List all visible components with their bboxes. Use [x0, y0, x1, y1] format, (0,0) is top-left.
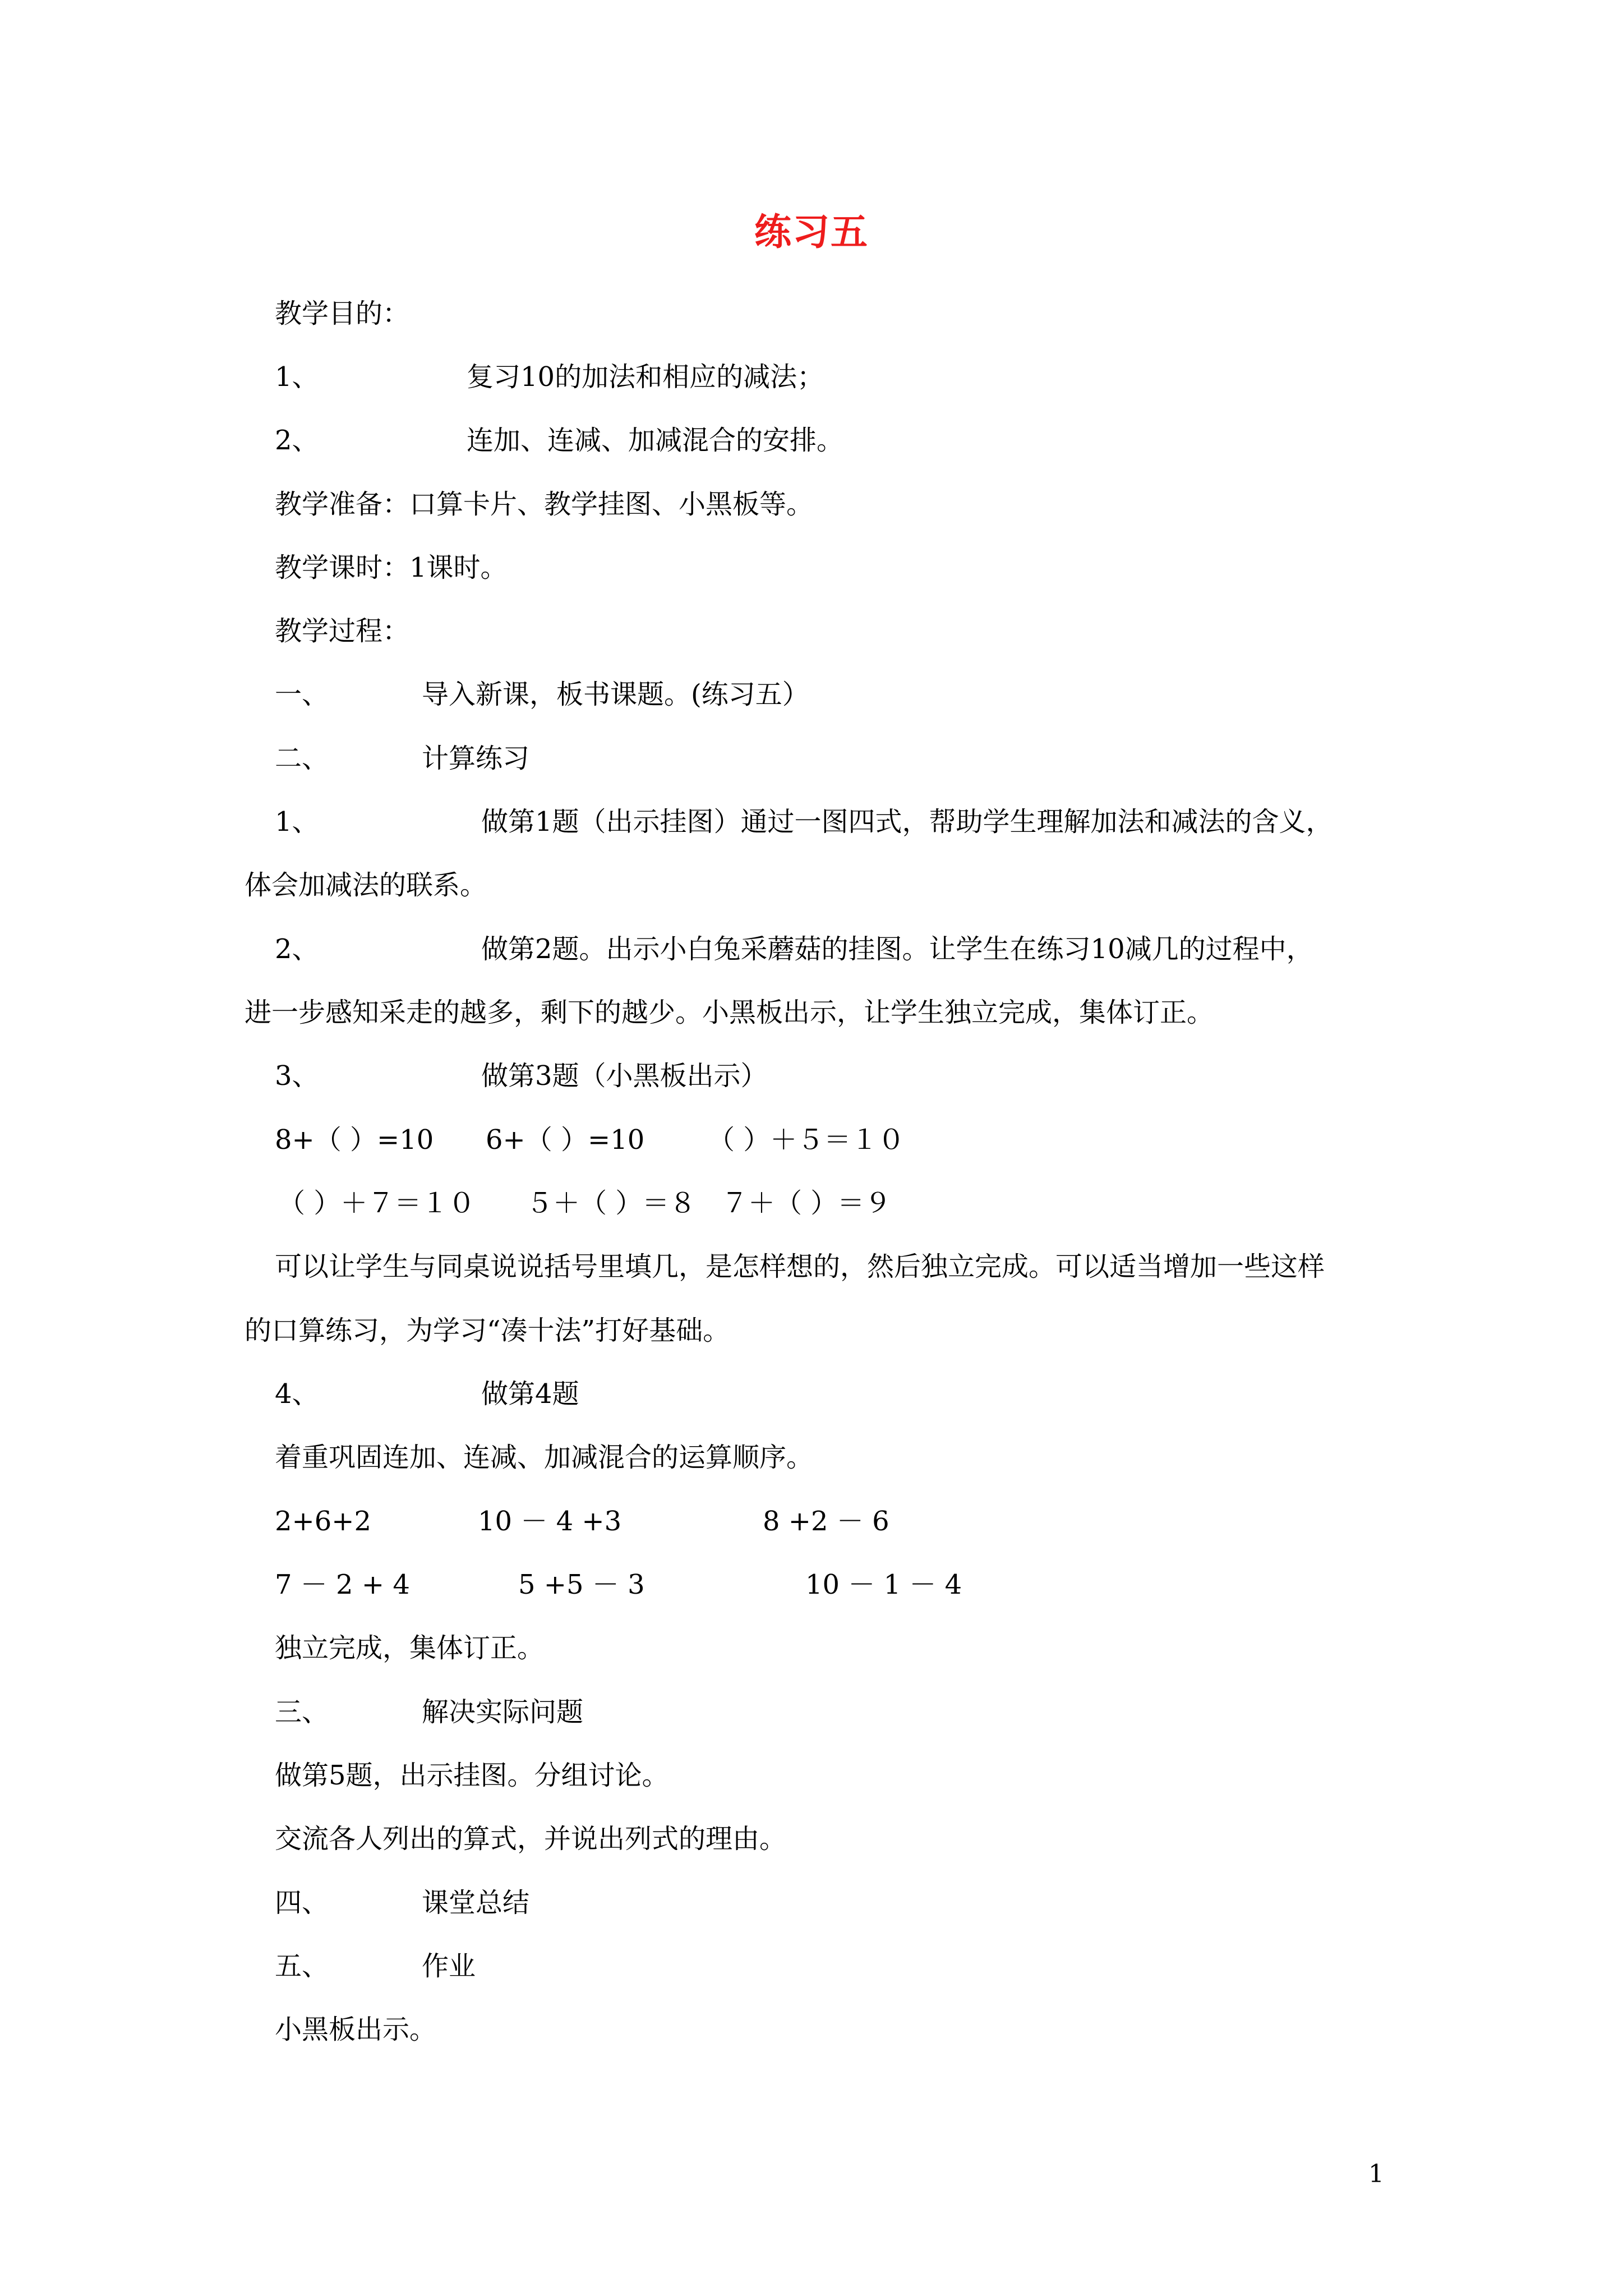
item-4-text: 做第4题 — [481, 1378, 579, 1410]
objective-2-text: 连加、连减、加减混合的安排。 — [467, 425, 844, 456]
step-3-text: 解决实际问题 — [422, 1696, 584, 1728]
step-1-text: 导入新课，板书课题。(练习五） — [422, 679, 809, 710]
calculation: 7 － 2 + 4 — [275, 1569, 410, 1600]
step-1-number: 一、 — [275, 679, 329, 710]
teaching-preparation: 教学准备：口算卡片、教学挂图、小黑板等。 — [275, 489, 814, 520]
process-heading: 教学过程： — [275, 615, 410, 647]
equation: （ ）＋７＝１０ — [278, 1188, 476, 1219]
step-4-text: 课堂总结 — [422, 1887, 530, 1918]
item-2-line-1: 做第2题。出示小白兔采蘑菇的挂图。让学生在练习10减几的过程中， — [481, 933, 1313, 965]
calculation: 10 － 1 － 4 — [805, 1569, 962, 1600]
item-3-number: 3、 — [275, 1060, 319, 1092]
item-3-note-line-1: 可以让学生与同桌说说括号里填几，是怎样想的，然后独立完成。可以适当增加一些这样 — [275, 1251, 1325, 1282]
item-4-note: 着重巩固连加、连减、加减混合的运算顺序。 — [275, 1442, 814, 1473]
equation: 8+（ ）=10 — [275, 1124, 434, 1156]
step-2-text: 计算练习 — [422, 743, 530, 774]
page-number: 1 — [1368, 2160, 1384, 2188]
equation: （ ）＋５＝１０ — [708, 1124, 905, 1156]
step-5-text: 作业 — [422, 1950, 476, 1982]
objective-1-number: 1、 — [275, 361, 319, 393]
objective-1-text: 复习10的加法和相应的减法； — [467, 361, 824, 393]
step-4-number: 四、 — [275, 1887, 329, 1918]
homework-text: 小黑板出示。 — [275, 2014, 437, 2045]
item-3-text: 做第3题（小黑板出示） — [481, 1060, 768, 1092]
item-4-number: 4、 — [275, 1378, 319, 1410]
step-3-number: 三、 — [275, 1696, 329, 1728]
step-2-number: 二、 — [275, 743, 329, 774]
item-2-number: 2、 — [275, 933, 319, 965]
step-5-number: 五、 — [275, 1950, 329, 1982]
step-3-line-1: 做第5题，出示挂图。分组讨论。 — [275, 1760, 669, 1791]
item-1-number: 1、 — [275, 806, 319, 838]
calculation: 2+6+2 — [275, 1506, 372, 1537]
calculation: 5 +5 － 3 — [518, 1569, 645, 1600]
item-2-line-2: 进一步感知采走的越多，剩下的越少。小黑板出示，让学生独立完成，集体订正。 — [245, 997, 1214, 1028]
item-1-line-1: 做第1题（出示挂图）通过一图四式，帮助学生理解加法和减法的含义， — [481, 806, 1333, 838]
item-3-note-line-2: 的口算练习，为学习“凑十法”打好基础。 — [245, 1315, 730, 1346]
equation: ５＋（ ）＝８ — [526, 1188, 697, 1219]
check-instruction: 独立完成，集体订正。 — [275, 1632, 545, 1664]
objective-2-number: 2、 — [275, 425, 319, 456]
equation: 6+（ ）=10 — [486, 1124, 645, 1156]
teaching-duration: 教学课时：1课时。 — [275, 552, 508, 583]
item-1-line-2: 体会加减法的联系。 — [245, 869, 487, 901]
objectives-heading: 教学目的： — [275, 298, 410, 329]
calculation: 8 +2 － 6 — [763, 1506, 889, 1537]
document-title: 练习五 — [754, 210, 869, 254]
calculation: 10 － 4 +3 — [478, 1506, 622, 1537]
step-3-line-2: 交流各人列出的算式，并说出列式的理由。 — [275, 1823, 787, 1855]
equation: ７＋（ ）＝９ — [721, 1188, 892, 1219]
